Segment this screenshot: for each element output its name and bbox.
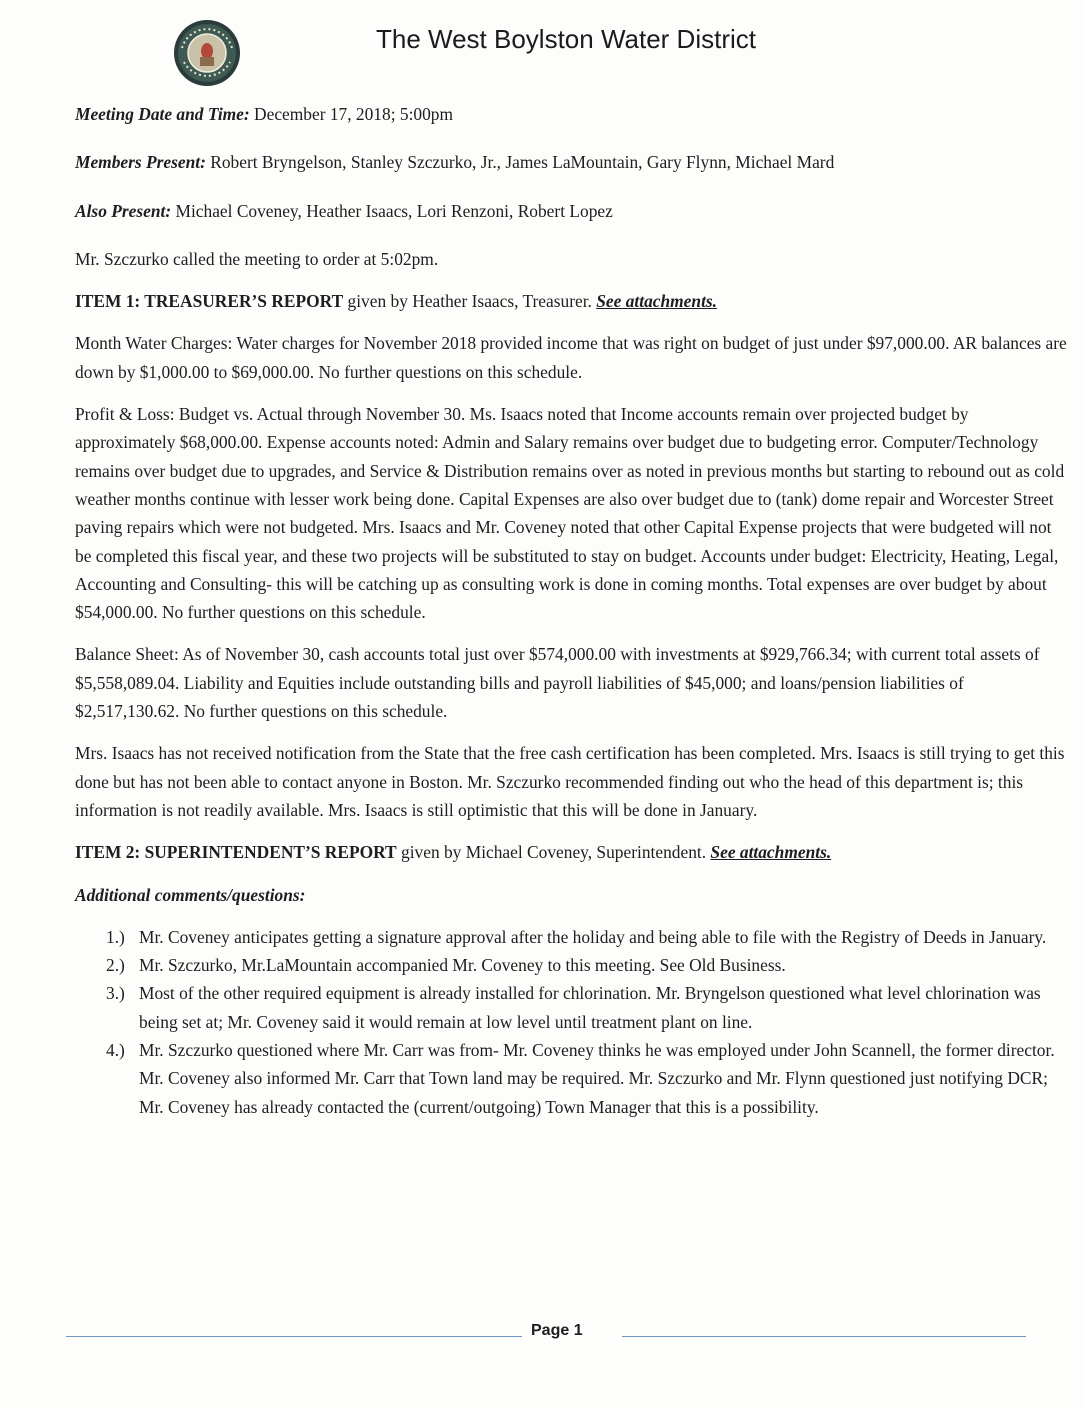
list-item-number: 4.) — [106, 1040, 125, 1061]
list-item — [75, 1036, 1070, 1121]
call-to-order: Mr. Szczurko called the meeting to order at 5:02pm. — [75, 248, 439, 269]
organization-title: The West Boylston Water District — [376, 24, 756, 54]
members-present-line — [75, 148, 1070, 176]
item1-presenter: given by Heather Isaacs, Treasurer. — [343, 291, 597, 312]
item1-attachments-link[interactable]: See attachments. — [596, 291, 718, 312]
item2-attachments-link[interactable]: See attachments. — [710, 842, 832, 863]
also-present-label: Also Present: — [75, 200, 172, 221]
item1-balance-sheet: Balance Sheet: As of November 30, cash accounts total just over $574,000.00 with investments at $929,766.34; with current total assets of $5,558,089.04. Liability and Equities include outstanding bills and payroll liabilities of $45,000; and loans/pension liabilities of $2,517,130.62. No further questions on this schedule. — [75, 644, 1040, 722]
item1-profit-loss: Profit & Loss: Budget vs. Actual through November 30. Ms. Isaacs noted that Income accounts remain over projected budget by approximately $68,000.00. Expense accounts noted: Admin and Salary remains over budget due to budgeting error. Computer/Technology remains over budget due to upgrades, and Service & Distribution remains over as noted in previous months but starting to rebound out as cold weather months continue with lesser work being done. Capital Expenses are also over budget due to (tank) dome repair and Worcester Street paving repairs which were not budgeted. Mrs. Isaacs and Mr. Coveney noted that other Capital Expense projects that were budgeted will not be completed this fiscal year, and these two projects will be substituted to stay on budget. Accounts under budget: Electricity, Heating, Legal, Accounting and Consulting- this will be catching up as consulting work is done in coming months. Total expenses are over budget by about $54,000.00. No further questions on this schedule. — [75, 404, 1065, 623]
list-item-number: 3.) — [106, 983, 125, 1004]
item2-presenter: given by Michael Coveney, Superintendent. — [396, 842, 711, 863]
also-present-value: Michael Coveney, Heather Isaacs, Lori Renzoni, Robert Lopez — [171, 200, 613, 221]
also-present-line — [75, 197, 1070, 225]
list-item — [75, 923, 1070, 951]
item1-heading: ITEM 1: TREASURER’S REPORT — [75, 291, 344, 312]
item2-heading-line — [75, 838, 1070, 866]
members-present-value: Robert Bryngelson, Stanley Szczurko, Jr., James LaMountain, Gary Flynn, Michael Mard — [205, 152, 835, 173]
comments-list — [75, 923, 1070, 1121]
footer-rule-right — [622, 1336, 1026, 1337]
item1-heading-line — [75, 287, 1070, 315]
list-item-text: Mr. Szczurko, Mr.LaMountain accompanied Mr. Coveney to this meeting. See Old Business. — [139, 955, 786, 976]
minutes-body — [75, 100, 1070, 1121]
page-number: Page 1 — [531, 1322, 583, 1339]
additional-comments-label: Additional comments/questions: — [75, 884, 306, 905]
item1-free-cash: Mrs. Isaacs has not received notification from the State that the free cash certification has been completed. Mrs. Isaacs is still trying to get this done but has not been able to contact anyone in Boston. Mr. Szczurko recommended finding out who the head of this department is; this information is not readily available. Mrs. Isaacs is still optimistic that this will be done in January. — [75, 743, 1065, 820]
page-footer — [0, 1322, 1086, 1362]
list-item-text: Mr. Coveney anticipates getting a signature approval after the holiday and being able to file with the Registry of Deeds in January. — [139, 926, 1047, 947]
list-item-text: Most of the other required equipment is already installed for chlorination. Mr. Bryngelson questioned what level chlorination was being set at; Mr. Coveney said it would remain at low level until treatment plant on line. — [139, 983, 1041, 1032]
meeting-date-label: Meeting Date and Time: — [75, 104, 250, 124]
list-item — [75, 951, 1070, 979]
list-item — [75, 979, 1070, 1036]
list-item-text: Mr. Szczurko questioned where Mr. Carr was from- Mr. Coveney thinks he was employed under John Scannell, the former director. Mr. Coveney also informed Mr. Carr that Town land may be required. Mr. Szczurko and Mr. Flynn questioned just notifying DCR; Mr. Coveney has already contacted the (current/outgoing) Town Manager that this is a possibility. — [139, 1040, 1055, 1117]
district-seal-icon — [172, 18, 242, 88]
meeting-date-value: December 17, 2018; 5:00pm — [249, 104, 454, 124]
item1-water-charges: Month Water Charges: Water charges for November 2018 provided income that was right on budget of just under $97,000.00. AR balances are down by $1,000.00 to $69,000.00. No further questions on this schedule. — [75, 333, 1067, 382]
list-item-number: 1.) — [106, 926, 125, 947]
meeting-date-line — [75, 100, 1070, 128]
members-present-label: Members Present: — [75, 152, 206, 173]
footer-rule-left — [66, 1336, 522, 1337]
item2-heading: ITEM 2: SUPERINTENDENT’S REPORT — [75, 842, 397, 863]
list-item-number: 2.) — [106, 955, 125, 976]
